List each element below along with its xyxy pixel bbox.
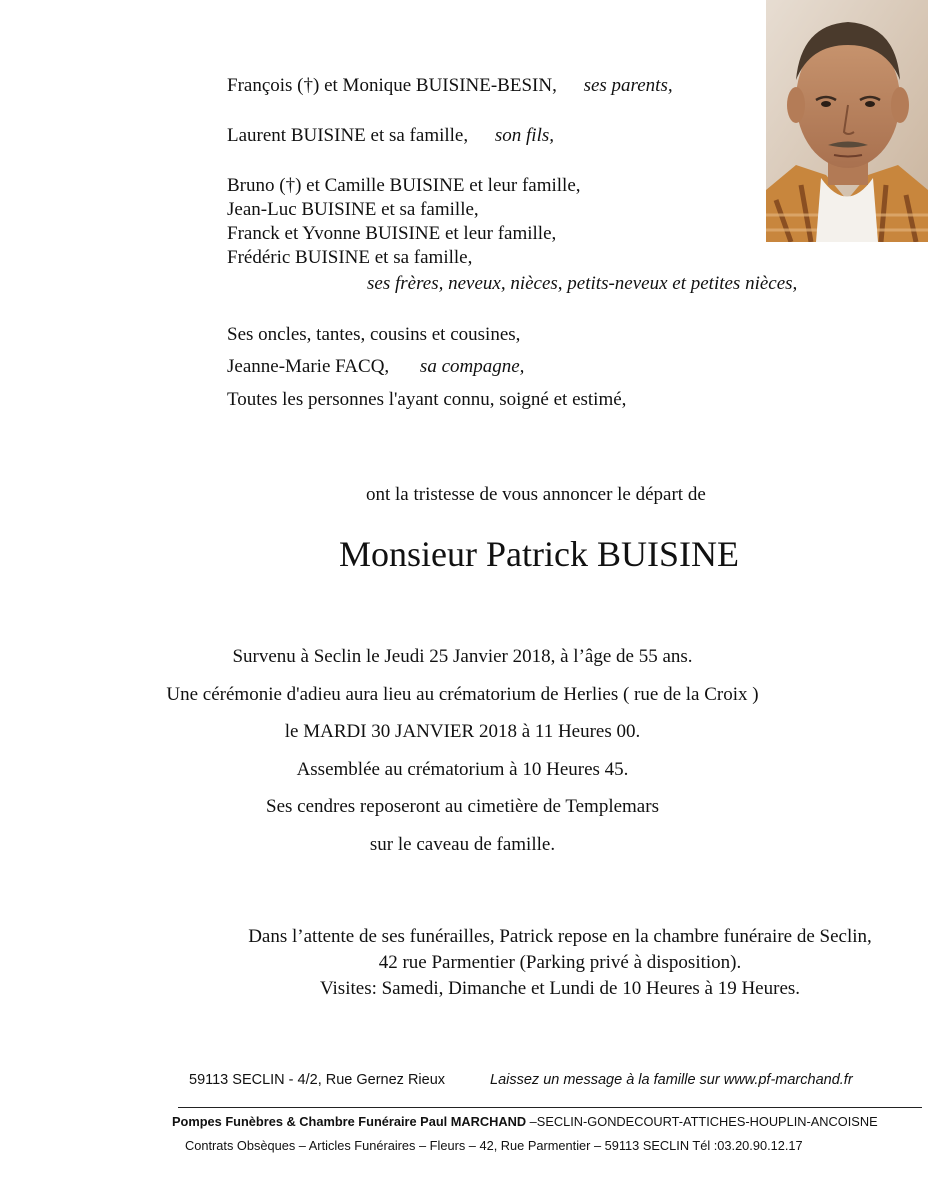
announcement-intro: ont la tristesse de vous annoncer le départ de: [366, 484, 706, 505]
footer-divider: [178, 1107, 922, 1108]
sibling-line: Bruno (†) et Camille BUISINE et leur famille,: [227, 175, 581, 196]
ceremony-details: [100, 638, 825, 864]
visitation-info: [100, 924, 947, 1002]
detail-line: Survenu à Seclin le Jeudi 25 Janvier 2018, à l’âge de 55 ans.: [232, 646, 693, 667]
parents-names: François (†) et Monique BUISINE-BESIN,: [227, 75, 557, 96]
sibling-line: Franck et Yvonne BUISINE et leur famille,: [227, 223, 557, 244]
portrait-photo: [766, 0, 928, 242]
detail-line: Assemblée au crématorium à 10 Heures 45.: [296, 758, 629, 780]
detail-line: Ses cendres reposeront au cimetière de Templemars: [266, 796, 659, 818]
detail-line: Une cérémonie d'adieu aura lieu au crématorium de Herlies ( rue de la Croix ): [166, 683, 759, 705]
all-people-line: Toutes les personnes l'ayant connu, soigné et estimé,: [227, 389, 627, 410]
footer-address: 59113 SECLIN - 4/2, Rue Gernez Rieux: [189, 1072, 446, 1088]
footer-services: Contrats Obsèques – Articles Funéraires – Fleurs – 42, Rue Parmentier – 59113 SECLIN Tél :03.20.90.12.17: [185, 1138, 803, 1153]
portrait-image: [766, 0, 928, 242]
extended-family-line: Ses oncles, tantes, cousins et cousines,: [227, 324, 521, 345]
siblings-list: [227, 174, 581, 270]
partner-relation: sa compagne,: [419, 356, 525, 377]
detail-line: sur le caveau de famille.: [369, 833, 556, 855]
partner-line: [227, 355, 524, 379]
company-name: Pompes Funèbres & Chambre Funéraire Paul MARCHAND: [172, 1114, 527, 1129]
son-names: Laurent BUISINE et sa famille,: [227, 125, 469, 146]
family-son-line: [227, 124, 554, 148]
visitation-line: Visites: Samedi, Dimanche et Lundi de 10 Heures à 19 Heures.: [319, 978, 801, 999]
visitation-line: Dans l’attente de ses funérailles, Patrick repose en la chambre funéraire de Seclin,: [248, 926, 872, 947]
footer-message: Laissez un message à la famille sur www.pf-marchand.fr: [490, 1072, 853, 1088]
visitation-line: 42 rue Parmentier (Parking privé à disposition).: [378, 952, 742, 973]
sibling-line: Jean-Luc BUISINE et sa famille,: [227, 199, 479, 220]
detail-line: le MARDI 30 JANVIER 2018 à 11 Heures 00.: [284, 721, 641, 743]
partner-names: Jeanne-Marie FACQ,: [227, 356, 390, 377]
parents-relation: ses parents,: [583, 75, 673, 96]
son-relation: son fils,: [494, 125, 554, 146]
company-towns: –SECLIN-GONDECOURT-ATTICHES-HOUPLIN-ANCOISNE: [526, 1114, 878, 1129]
deceased-name: Monsieur Patrick BUISINE: [339, 534, 739, 574]
sibling-line: Frédéric BUISINE et sa famille,: [227, 247, 473, 268]
footer-company: [172, 1114, 878, 1129]
siblings-relation: ses frères, neveux, nièces, petits-neveux et petites nièces,: [367, 273, 798, 294]
family-parents-line: [227, 74, 673, 98]
